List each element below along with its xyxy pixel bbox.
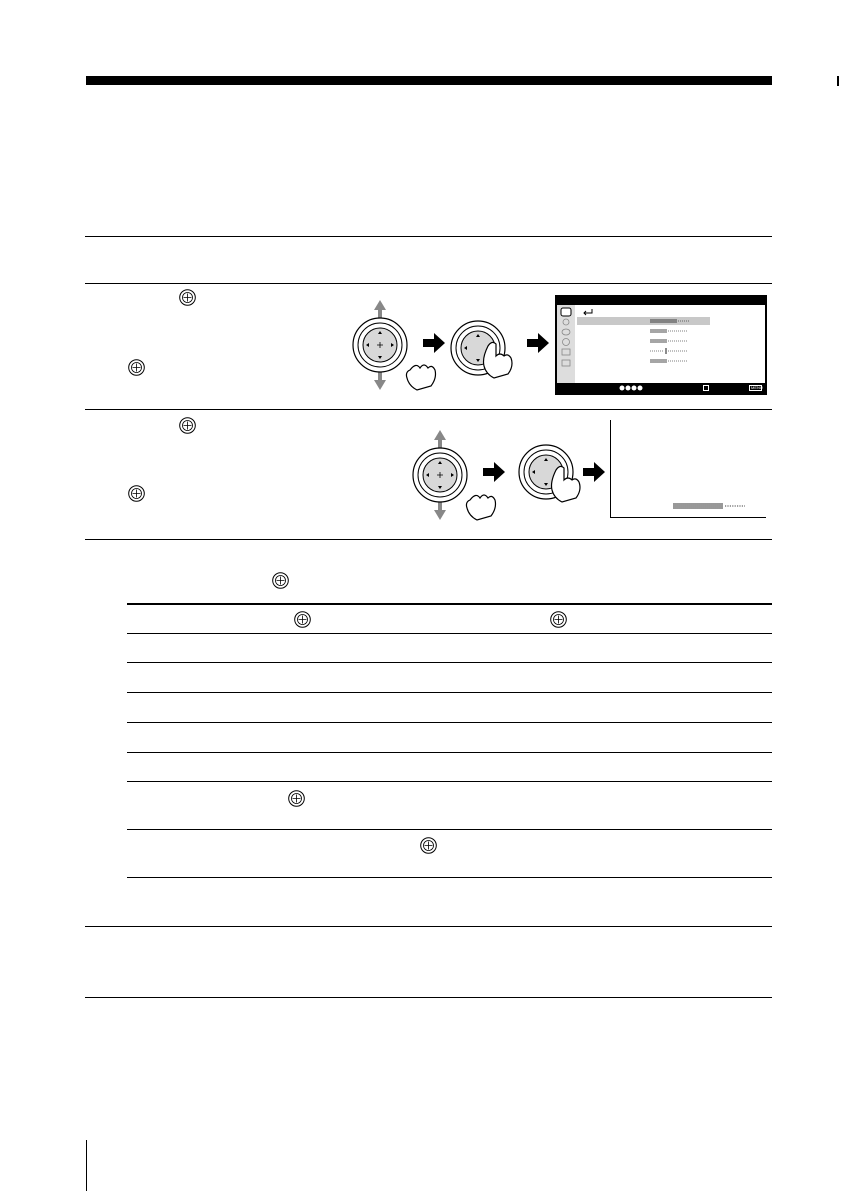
menu-footer-menu-label <box>749 385 762 391</box>
page-edge-rule <box>86 1140 87 1191</box>
table-header-rule <box>127 603 772 605</box>
enter-button-icon <box>420 837 437 854</box>
enter-button-icon <box>272 572 289 589</box>
enter-button-icon <box>128 485 145 502</box>
table-row-rule <box>127 692 772 693</box>
table-row-rule <box>127 752 772 753</box>
adjustment-screen-border-bottom <box>610 517 766 518</box>
table-row-rule <box>127 877 772 878</box>
arrow-right-icon <box>583 462 605 482</box>
enter-button-icon <box>179 289 196 306</box>
menu-sidebar-icons <box>559 307 573 381</box>
menu-footer-menu-text: MENU <box>751 385 763 390</box>
menu-screen-footer <box>557 383 765 393</box>
arrow-right-icon <box>527 333 549 353</box>
enter-button-icon <box>550 611 567 628</box>
menu-screen <box>555 295 767 395</box>
rule-step-2 <box>85 409 772 410</box>
enter-button-icon <box>128 359 145 376</box>
adjustment-level-bar <box>673 502 745 510</box>
adjustment-screen-border-left <box>610 420 611 518</box>
joystick-icon <box>512 442 592 524</box>
enter-button-icon <box>288 790 305 807</box>
joystick-icon <box>448 318 528 400</box>
header-bar <box>86 76 772 85</box>
menu-screen-topbar <box>557 297 765 305</box>
crop-mark <box>837 76 839 86</box>
rule-step-3 <box>85 539 772 540</box>
enter-button-icon <box>294 611 311 628</box>
table-row-rule <box>127 781 772 782</box>
menu-footer-nav-icons <box>619 385 645 391</box>
arrow-right-icon <box>423 333 445 353</box>
table-row-rule <box>127 722 772 723</box>
table-row-rule <box>127 633 772 634</box>
menu-level-bars <box>650 317 694 371</box>
enter-button-icon <box>179 417 196 434</box>
arrow-right-icon <box>483 462 505 482</box>
rule-step-4 <box>85 926 772 927</box>
rule-bottom <box>85 997 772 998</box>
table-row-rule <box>127 662 772 663</box>
table-row-rule <box>127 829 772 830</box>
menu-footer-box <box>703 385 709 391</box>
rule-step-1 <box>85 283 772 284</box>
rule-top <box>85 236 772 237</box>
return-icon <box>582 308 594 316</box>
